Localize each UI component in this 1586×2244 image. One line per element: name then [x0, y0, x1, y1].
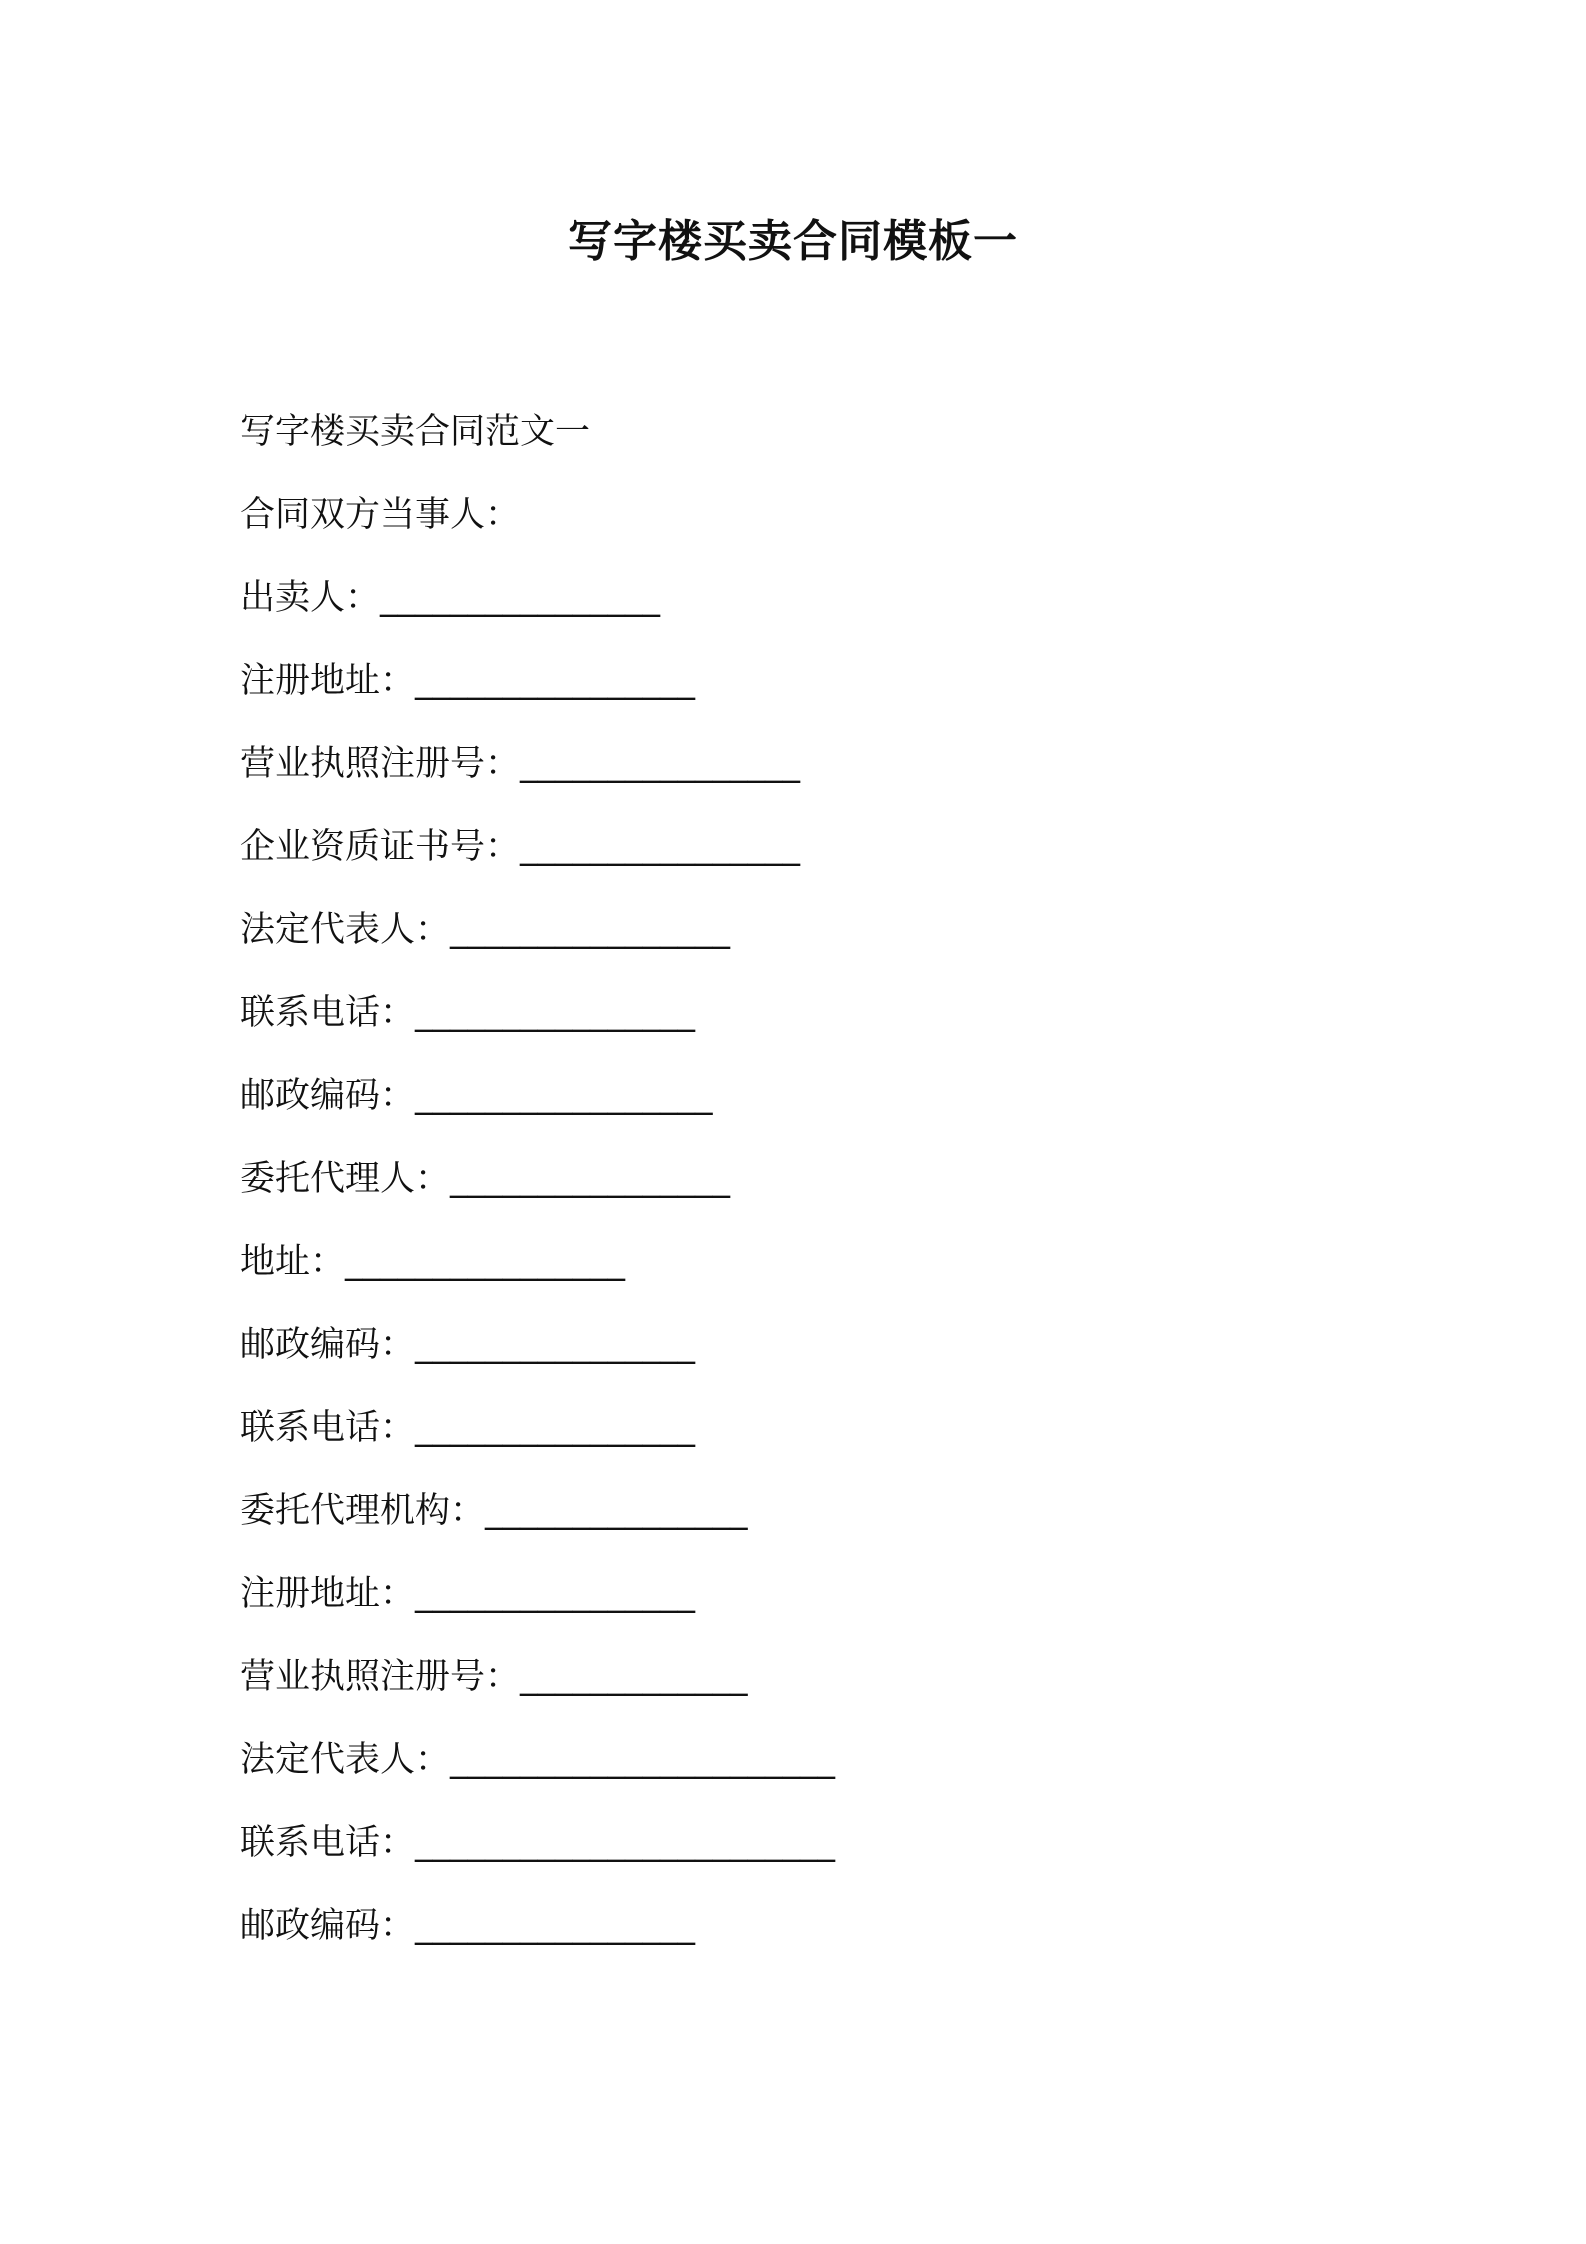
agent-name-line: 委托代理人：________________	[240, 1159, 731, 1199]
seller-name-line: 出卖人：________________	[240, 578, 661, 618]
agency-phone-line: 联系电话：________________________	[240, 1823, 836, 1863]
agency-name-line: 委托代理机构：_______________	[240, 1491, 748, 1531]
agent-phone-line: 联系电话：________________	[240, 1408, 696, 1448]
agency-legal-representative-line: 法定代表人：______________________	[240, 1740, 836, 1780]
seller-legal-representative-line: 法定代表人：________________	[240, 910, 731, 950]
agency-registered-address-line: 注册地址：________________	[240, 1574, 696, 1614]
document-title: 写字楼买卖合同模板一	[568, 216, 1018, 267]
agent-postcode-line: 邮政编码：________________	[240, 1325, 696, 1365]
seller-postcode-line: 邮政编码：_________________	[240, 1076, 713, 1116]
seller-phone-line: 联系电话：________________	[240, 993, 696, 1033]
document-subtitle: 写字楼买卖合同范文一	[240, 412, 591, 452]
seller-qualification-cert-line: 企业资质证书号：________________	[240, 827, 801, 867]
agent-address-line: 地址：________________	[240, 1242, 626, 1282]
parties-heading: 合同双方当事人：	[240, 495, 521, 535]
agency-business-license-line: 营业执照注册号：_____________	[240, 1657, 748, 1697]
seller-business-license-line: 营业执照注册号：________________	[240, 744, 801, 784]
seller-registered-address-line: 注册地址：________________	[240, 661, 696, 701]
agency-postcode-line: 邮政编码：________________	[240, 1906, 696, 1946]
